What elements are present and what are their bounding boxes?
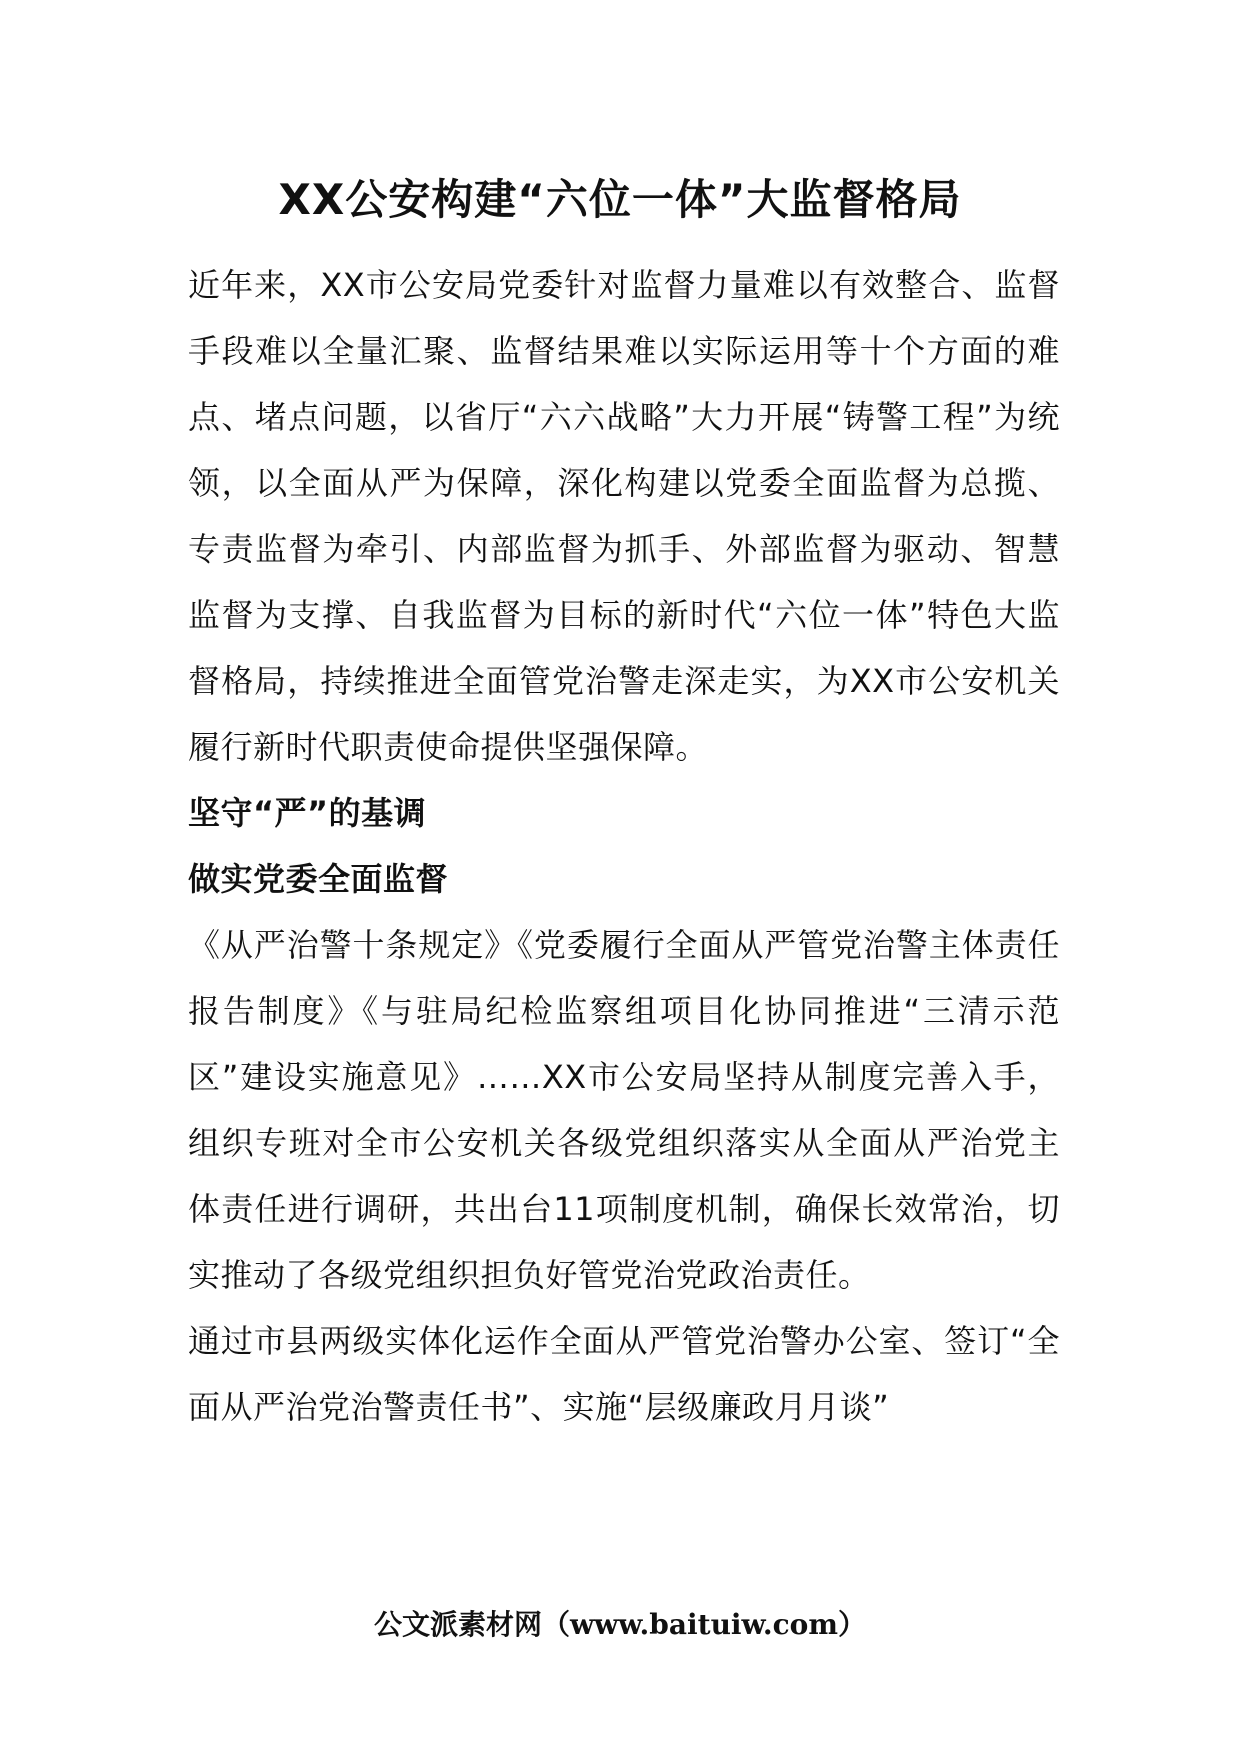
footer-source: 公文派素材网（www.baituiw.com） [374,1608,866,1641]
body-paragraph-regulations: 《从严治警十条规定》《党委履行全面从严管党治警主体责任报告制度》《与驻局纪检监察组项目化协同推进“三清示范区”建设实施意见》……XX市公安局坚持从制度完善入手，组织专班对全市公安机关各级党组织落实从全面从严治党主体责任进行调研，共出台11项制度机制，确保长效常治，切实推动了各级党组织担负好管党治党政治责任。 [188,926,1060,1294]
section-heading-tone: 坚守“严”的基调 [188,794,427,832]
intro-paragraph: 近年来，XX市公安局党委针对监督力量难以有效整合、监督手段难以全量汇聚、监督结果难以实际运用等十个方面的难点、堵点问题，以省厅“六六战略”大力开展“铸警工程”为统领，以全面从严为保障，深化构建以党委全面监督为总揽、专责监督为牵引、内部监督为抓手、外部监督为驱动、智慧监督为支撑、自我监督为目标的新时代“六位一体”特色大监督格局，持续推进全面管党治警走深走实，为XX市公安机关履行新时代职责使命提供坚强保障。 [188,266,1060,766]
body-paragraph-measures: 通过市县两级实体化运作全面从严管党治警办公室、签订“全面从严治党治警责任书”、实施“层级廉政月月谈” [188,1322,1060,1426]
section-heading-supervision: 做实党委全面监督 [188,860,449,898]
document-body [188,252,1060,1440]
document-title: XX公安构建“六位一体”大监督格局 [278,175,962,224]
